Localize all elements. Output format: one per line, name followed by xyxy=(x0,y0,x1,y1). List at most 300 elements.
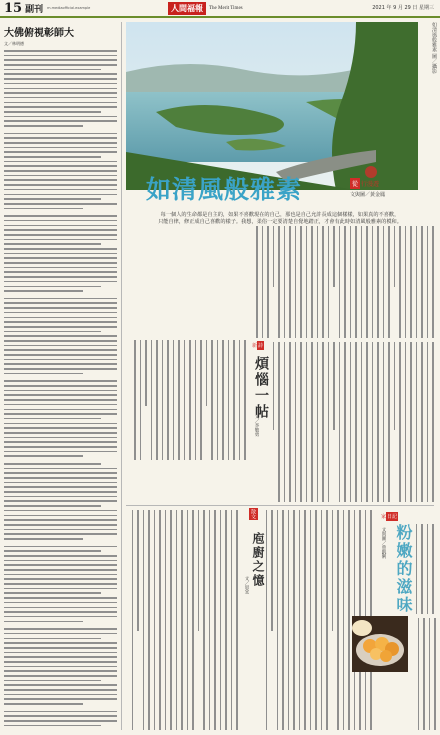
text-line xyxy=(4,340,117,342)
text-line xyxy=(4,560,117,562)
poem-badge-label: 詩 xyxy=(258,343,264,349)
text-column xyxy=(355,226,357,338)
essay-right-lower-text xyxy=(412,618,436,730)
text-line xyxy=(4,698,117,700)
text-line xyxy=(4,175,117,177)
text-column xyxy=(306,226,308,338)
text-line xyxy=(4,194,117,196)
text-line xyxy=(4,524,117,526)
feature-intro-line-2: 只能自律，修正成自己喜歡的樣子。我想，柔俗一定要清楚自覺地踏正，才會有此時如清風般雅素的模和。 xyxy=(158,219,402,226)
text-column xyxy=(377,342,379,502)
text-column xyxy=(187,510,189,730)
text-line xyxy=(4,491,117,493)
text-column xyxy=(410,226,412,338)
text-line xyxy=(4,363,117,365)
photo-caption: 如清風般雅素 圖／攝影 xyxy=(431,22,437,74)
text-line xyxy=(4,50,117,52)
text-line xyxy=(4,616,117,618)
text-column xyxy=(300,226,302,338)
feature-intro xyxy=(126,212,434,226)
poem-badge-left: 新 xyxy=(252,343,258,349)
text-line xyxy=(4,550,101,552)
text-column xyxy=(300,342,302,502)
text-line xyxy=(4,409,117,411)
text-column xyxy=(310,510,312,730)
page-number: 15 xyxy=(4,0,23,16)
text-column xyxy=(170,510,172,730)
text-column xyxy=(383,226,385,338)
feature-badge: 從 xyxy=(350,178,360,189)
text-column xyxy=(418,618,420,730)
text-line xyxy=(4,281,117,283)
text-column xyxy=(322,342,324,502)
text-line xyxy=(4,253,117,255)
text-column xyxy=(348,510,350,730)
text-line xyxy=(4,538,83,540)
essay3-badge xyxy=(380,512,398,521)
text-line xyxy=(4,638,101,640)
text-column xyxy=(293,510,295,730)
masthead-english: The Merit Times xyxy=(209,6,243,11)
text-line xyxy=(4,583,117,585)
text-column xyxy=(416,226,418,338)
text-column xyxy=(267,226,269,338)
text-column xyxy=(388,342,390,502)
text-line xyxy=(4,451,117,453)
text-column xyxy=(350,342,352,502)
text-column xyxy=(304,510,306,730)
text-column xyxy=(344,342,346,502)
text-line xyxy=(4,500,117,502)
text-column xyxy=(377,226,379,338)
text-column xyxy=(372,226,374,338)
text-line xyxy=(4,120,117,122)
text-line xyxy=(4,302,117,304)
text-line xyxy=(4,208,83,210)
text-line xyxy=(4,78,117,80)
text-line xyxy=(4,55,117,57)
masthead xyxy=(168,2,243,15)
text-column xyxy=(328,226,330,338)
text-column xyxy=(156,340,158,460)
text-line xyxy=(4,694,117,696)
text-line xyxy=(4,423,117,425)
site-url[interactable]: m.mediaofficial.example xyxy=(47,6,91,10)
text-column xyxy=(299,510,301,730)
text-line xyxy=(4,359,117,361)
text-column xyxy=(432,524,434,614)
text-line xyxy=(4,666,117,668)
feature-column-name: 行漫遊 xyxy=(361,181,380,188)
text-line xyxy=(4,137,117,139)
text-column xyxy=(256,226,258,338)
text-line xyxy=(4,463,101,465)
food-photo xyxy=(352,616,408,672)
text-column xyxy=(178,340,180,460)
text-column xyxy=(328,342,330,502)
text-line xyxy=(4,380,117,382)
text-line xyxy=(4,368,117,370)
poem-body-text xyxy=(126,340,246,460)
masthead-logo: 人間福報 xyxy=(168,2,206,15)
text-line xyxy=(4,147,117,149)
text-column xyxy=(405,342,407,502)
text-line xyxy=(4,546,117,548)
text-line xyxy=(4,97,117,99)
text-line xyxy=(4,215,117,217)
text-line xyxy=(4,486,117,488)
text-line xyxy=(4,349,117,351)
text-line xyxy=(4,441,117,443)
text-column xyxy=(410,342,412,502)
text-line xyxy=(4,229,117,231)
text-column xyxy=(145,340,147,406)
text-column xyxy=(432,226,434,338)
text-line xyxy=(4,588,117,590)
text-line xyxy=(4,184,117,186)
text-column xyxy=(311,226,313,338)
text-line xyxy=(4,404,117,406)
text-line xyxy=(4,73,117,75)
text-column xyxy=(231,510,233,730)
text-column xyxy=(383,342,385,502)
text-column xyxy=(198,510,200,631)
text-column xyxy=(273,226,275,287)
text-line xyxy=(4,529,117,531)
text-column xyxy=(222,340,224,460)
text-column xyxy=(159,510,161,730)
text-column xyxy=(372,342,374,502)
text-column xyxy=(399,226,401,338)
text-column xyxy=(217,340,219,460)
feature-badge-group xyxy=(350,178,385,198)
text-column xyxy=(192,510,194,730)
text-column xyxy=(211,340,213,460)
text-line xyxy=(4,647,117,649)
text-column xyxy=(209,510,211,730)
text-column xyxy=(388,226,390,338)
text-column xyxy=(427,342,429,502)
text-line xyxy=(4,307,117,309)
text-line xyxy=(4,711,117,713)
text-line xyxy=(4,684,117,686)
text-line xyxy=(4,290,83,292)
text-line xyxy=(4,675,117,677)
text-column xyxy=(399,342,401,502)
text-column xyxy=(181,510,183,730)
text-line xyxy=(4,243,101,245)
feature-title: 如清風般雅素 xyxy=(146,175,303,204)
text-line xyxy=(4,555,117,557)
text-line xyxy=(4,234,117,236)
text-line xyxy=(4,472,117,474)
left-article-author: 文／林明德 xyxy=(4,41,24,46)
text-line xyxy=(4,413,117,415)
text-line xyxy=(4,477,117,479)
text-column xyxy=(154,510,156,730)
text-line xyxy=(4,312,117,314)
text-column xyxy=(343,510,345,730)
text-column xyxy=(311,342,313,502)
text-line xyxy=(4,125,83,127)
text-line xyxy=(4,642,117,644)
text-line xyxy=(4,652,117,654)
left-article xyxy=(4,22,122,730)
text-line xyxy=(4,133,117,135)
essay-left-body-text xyxy=(126,510,238,730)
text-line xyxy=(4,298,117,300)
text-line xyxy=(4,515,117,517)
text-line xyxy=(4,394,117,396)
text-column xyxy=(173,340,175,460)
text-column xyxy=(214,510,216,730)
feature-body-text xyxy=(252,226,434,338)
text-line xyxy=(4,656,117,658)
text-line xyxy=(4,628,117,630)
text-line xyxy=(4,482,117,484)
text-column xyxy=(315,510,317,730)
text-line xyxy=(4,165,117,167)
feature-body-text-lower xyxy=(268,342,434,502)
text-column xyxy=(332,510,334,631)
text-column xyxy=(366,342,368,502)
feature-author: 文與圖／黃金鳳 xyxy=(350,192,386,198)
text-line xyxy=(4,354,117,356)
text-line xyxy=(4,345,117,347)
text-line xyxy=(4,385,117,387)
text-column xyxy=(148,510,150,730)
text-line xyxy=(4,262,117,264)
text-line xyxy=(4,321,117,323)
text-column xyxy=(429,618,431,730)
text-column xyxy=(220,510,222,730)
text-line xyxy=(4,179,117,181)
text-column xyxy=(416,342,418,502)
text-column xyxy=(321,510,323,730)
text-column xyxy=(162,340,164,460)
text-line xyxy=(4,446,117,448)
text-line xyxy=(4,418,101,420)
text-line xyxy=(4,432,117,434)
text-line xyxy=(4,69,101,71)
text-line xyxy=(4,703,83,705)
text-line xyxy=(4,189,117,191)
text-line xyxy=(4,437,117,439)
essay2-badge-label: 散文 xyxy=(250,509,256,519)
text-line xyxy=(4,198,101,200)
text-line xyxy=(4,680,101,682)
text-line xyxy=(4,170,117,172)
text-column xyxy=(421,226,423,338)
essay-right-body-text xyxy=(412,524,434,614)
text-line xyxy=(4,519,117,521)
text-line xyxy=(4,64,117,66)
text-column xyxy=(132,510,134,730)
text-line xyxy=(4,468,117,470)
text-column xyxy=(434,618,436,730)
text-column xyxy=(203,510,205,730)
essay3-badge-left: 家 xyxy=(381,514,387,520)
section-name: 副刊 xyxy=(25,4,44,15)
text-column xyxy=(195,340,197,460)
text-line xyxy=(4,286,101,288)
text-column xyxy=(288,510,290,730)
text-line xyxy=(4,59,117,61)
poem-badge xyxy=(251,341,264,350)
text-line xyxy=(4,267,117,269)
essay3-title: 粉嫩的滋味 xyxy=(394,524,413,614)
text-line xyxy=(4,317,117,319)
text-line xyxy=(4,102,117,104)
text-column xyxy=(295,342,297,502)
essay3-author: 文與圖／曾凱俐 xyxy=(381,527,386,559)
text-line xyxy=(4,533,117,535)
essay2-badge xyxy=(249,508,258,520)
text-line xyxy=(4,271,117,273)
text-line xyxy=(4,88,117,90)
text-line xyxy=(4,399,117,401)
text-line xyxy=(4,203,117,205)
text-column xyxy=(233,340,235,460)
poem-title: 煩惱一帖 xyxy=(253,356,269,420)
text-line xyxy=(4,715,117,717)
text-line xyxy=(4,505,101,507)
poem-author: 文／李敏勇 xyxy=(254,414,259,437)
text-column xyxy=(317,342,319,502)
text-column xyxy=(273,342,275,430)
text-column xyxy=(236,510,238,730)
text-line xyxy=(4,602,117,604)
text-column xyxy=(337,510,339,730)
text-line xyxy=(4,574,117,576)
text-line xyxy=(4,633,117,635)
text-line xyxy=(4,276,117,278)
text-line xyxy=(4,689,117,691)
text-column xyxy=(423,618,425,730)
text-column xyxy=(432,342,434,502)
text-column xyxy=(266,510,268,730)
text-column xyxy=(282,510,284,730)
text-column xyxy=(137,510,139,631)
text-line xyxy=(4,111,101,113)
left-article-title: 大佛俯視彰師大 xyxy=(4,28,74,39)
text-column xyxy=(200,340,202,460)
text-column xyxy=(333,226,335,287)
text-column xyxy=(326,510,328,730)
left-article-body xyxy=(4,50,117,726)
text-column xyxy=(134,340,136,460)
text-column xyxy=(167,340,169,460)
text-line xyxy=(4,239,117,241)
text-column xyxy=(271,510,273,631)
text-column xyxy=(317,226,319,338)
text-column xyxy=(394,342,396,430)
text-column xyxy=(228,340,230,460)
text-column xyxy=(421,342,423,502)
feature-intro-line-1: 每一個人的生命都是自主的，如果不喜歡現在的自己，那也是自己允許長成這個樣樣，如果真的不喜歡， xyxy=(160,212,400,218)
text-column xyxy=(427,524,429,614)
text-line xyxy=(4,151,117,153)
text-column xyxy=(344,226,346,338)
text-column xyxy=(289,226,291,338)
text-column xyxy=(394,226,396,287)
text-line xyxy=(4,661,117,663)
text-column xyxy=(421,524,423,614)
text-line xyxy=(4,510,117,512)
text-column xyxy=(366,226,368,338)
text-column xyxy=(140,340,142,460)
text-column xyxy=(405,226,407,338)
text-column xyxy=(427,226,429,338)
text-column xyxy=(295,226,297,338)
text-column xyxy=(350,226,352,338)
essay2-title: 庖廚之憶 xyxy=(251,532,265,588)
text-line xyxy=(4,83,117,85)
text-line xyxy=(4,670,117,672)
text-line xyxy=(4,621,83,623)
text-column xyxy=(339,342,341,502)
text-line xyxy=(4,607,117,609)
text-column xyxy=(278,342,280,502)
issue-date: 2021 年 9 月 29 日 星期三 xyxy=(372,5,434,11)
text-line xyxy=(4,592,101,594)
text-column xyxy=(225,510,227,730)
text-column xyxy=(206,340,208,406)
text-column xyxy=(244,340,246,460)
text-column xyxy=(322,226,324,338)
text-column xyxy=(277,510,279,730)
essay2-author: 文／思宜 xyxy=(244,576,249,594)
text-column xyxy=(184,340,186,460)
text-column xyxy=(284,226,286,338)
text-column xyxy=(189,340,191,460)
text-line xyxy=(4,373,83,375)
text-column xyxy=(333,342,335,430)
text-line xyxy=(4,390,117,392)
text-line xyxy=(4,720,117,722)
text-line xyxy=(4,248,117,250)
text-column xyxy=(289,342,291,502)
text-line xyxy=(4,569,117,571)
text-line xyxy=(4,564,117,566)
text-line xyxy=(4,225,117,227)
text-column xyxy=(165,510,167,730)
text-line xyxy=(4,455,83,457)
landscape-photo xyxy=(126,22,418,190)
text-line xyxy=(4,496,117,498)
text-line xyxy=(4,331,101,333)
text-column xyxy=(278,226,280,338)
text-column xyxy=(176,510,178,730)
text-column xyxy=(416,524,418,614)
text-line xyxy=(4,578,117,580)
text-column xyxy=(143,510,145,730)
text-line xyxy=(4,156,101,158)
text-line xyxy=(4,427,117,429)
text-column xyxy=(361,342,363,502)
text-line xyxy=(4,326,117,328)
text-column xyxy=(361,226,363,338)
text-column xyxy=(151,340,153,460)
text-line xyxy=(4,92,117,94)
text-line xyxy=(4,335,117,337)
text-line xyxy=(4,161,117,163)
text-column xyxy=(262,226,264,338)
text-column xyxy=(284,342,286,502)
text-line xyxy=(4,116,117,118)
text-line xyxy=(4,106,117,108)
text-line xyxy=(4,257,117,259)
